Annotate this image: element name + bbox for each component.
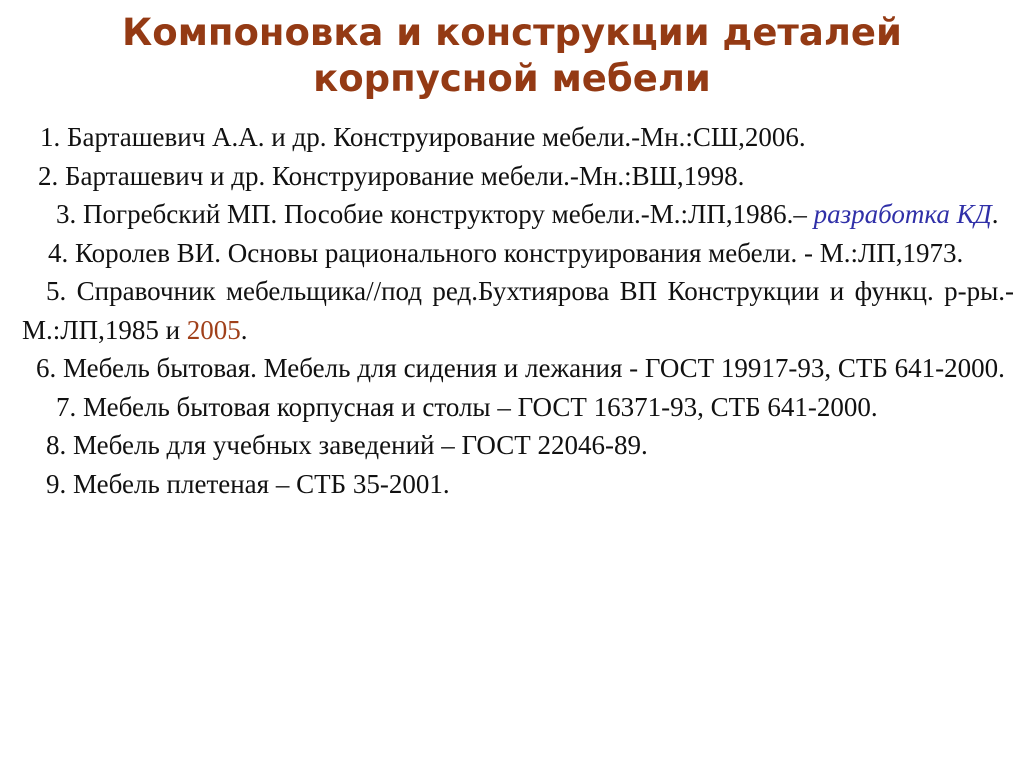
reference-item-8: [22, 426, 1014, 465]
slide-title-line-2: корпусной мебели: [313, 57, 711, 100]
reference-text: 7. Мебель бытовая корпусная и столы – ГОСТ 16371-93, СТБ 641-2000.: [56, 391, 878, 422]
reference-text: 6. Мебель бытовая. Мебель для сидения и лежания - ГОСТ 19917-93, СТБ 641-2000.: [36, 353, 1005, 383]
reference-item-9: [22, 465, 1014, 504]
reference-text: 9. Мебель плетеная – СТБ 35-2001.: [46, 468, 450, 499]
reference-item-7: [22, 388, 1014, 427]
reference-item-6: [22, 349, 1014, 388]
reference-item-3: [22, 195, 1014, 234]
reference-text: 3. Погребский МП. Пособие конструктору мебели.-М.:ЛП,1986.–: [56, 199, 807, 229]
reference-list: [22, 118, 1014, 503]
reference-item-5: [22, 272, 1014, 349]
reference-item-4: [22, 234, 1014, 273]
reference-item-2: [22, 157, 1014, 196]
slide-title: [60, 10, 964, 102]
reference-text: 2. Барташевич и др. Конструирование мебели.-Мн.:ВШ,1998.: [38, 160, 745, 191]
slide-title-line-1: Компоновка и конструкции деталей: [122, 11, 902, 54]
reference-text: 8. Мебель для учебных заведений – ГОСТ 22046-89.: [46, 430, 648, 460]
reference-item-1: [22, 118, 1014, 157]
reference-tail: .: [991, 199, 999, 229]
reference-highlight-year: 2005: [186, 314, 241, 345]
reference-text: 4. Королев ВИ. Основы рационального конструирования мебели. - М.:ЛП,1973.: [48, 237, 964, 268]
reference-tail: .: [240, 314, 248, 345]
reference-text: 1. Барташевич А.А. и др. Конструирование мебели.-Мн.:СШ,2006.: [40, 122, 806, 152]
reference-highlight-link[interactable]: разработка КД: [813, 199, 992, 229]
reference-text: 5. Справочник мебельщика//под ред.Бухтиярова ВП Конструкции и функц. р-ры.-М.:ЛП,1985 и: [22, 276, 1014, 345]
